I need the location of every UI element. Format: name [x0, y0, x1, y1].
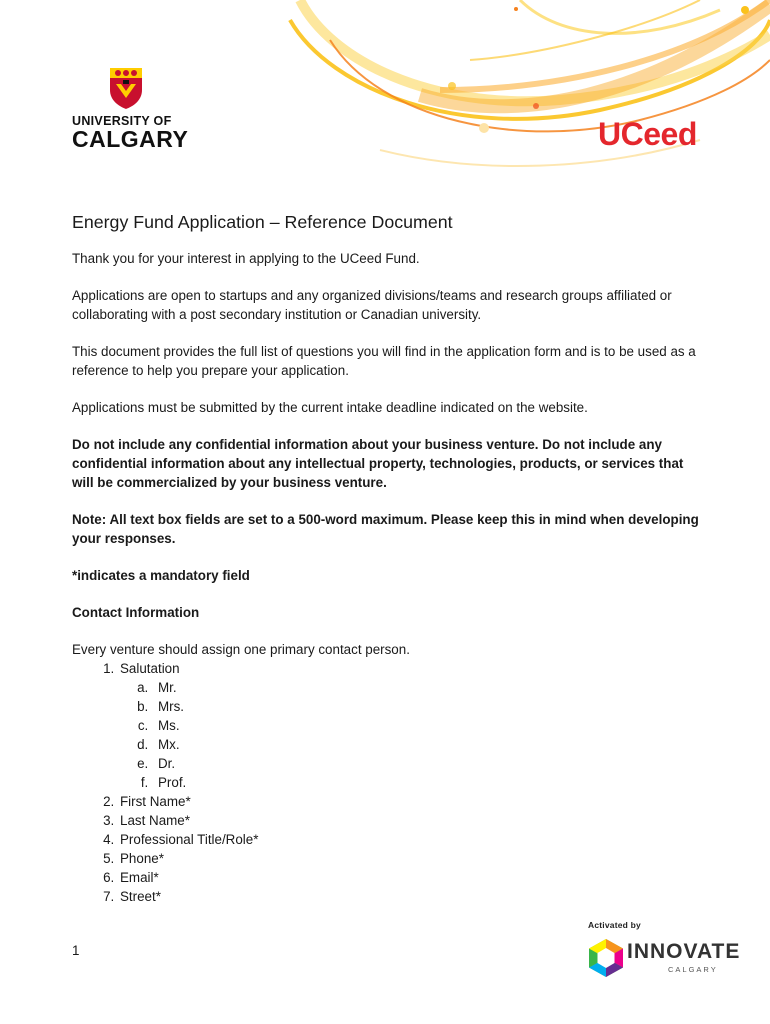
- section-intro: Every venture should assign one primary contact person.: [72, 642, 410, 657]
- list-item: c. Ms.: [152, 716, 704, 735]
- list-item: d. Mx.: [152, 735, 704, 754]
- list-item: e. Dr.: [152, 754, 704, 773]
- document-body: [72, 210, 704, 906]
- university-logo: [72, 66, 192, 150]
- intro-paragraph: Thank you for your interest in applying to the UCeed Fund.: [72, 251, 420, 266]
- list-item-label: Salutation: [120, 661, 180, 676]
- hexagon-logo-icon: [586, 938, 626, 978]
- university-name-line2: CALGARY: [72, 126, 189, 152]
- list-item: 2. First Name*: [118, 792, 704, 811]
- innovate-calgary-logo: [586, 920, 741, 984]
- list-item: 4. Professional Title/Role*: [118, 830, 704, 849]
- salutation-options-list: [120, 678, 704, 792]
- contact-field-list: [72, 659, 704, 906]
- eligibility-paragraph: Applications are open to startups and any organized divisions/teams and research groups affiliated or collaborating with a post secondary institution or Canadian university.: [72, 288, 672, 322]
- list-item: f. Prof.: [152, 773, 704, 792]
- list-item: a. Mr.: [152, 678, 704, 697]
- university-name-line1: UNIVERSITY OF: [72, 114, 172, 128]
- uceed-brand-logo: UCeed: [598, 116, 697, 152]
- page-number: 1: [72, 943, 80, 958]
- activated-by-label: Activated by: [588, 920, 641, 930]
- list-item: 7. Street*: [118, 887, 704, 906]
- list-item: 5. Phone*: [118, 849, 704, 868]
- purpose-paragraph: This document provides the full list of questions you will find in the application form and is to be used as a reference to help you prepare your application.: [72, 344, 696, 378]
- list-item: 6. Email*: [118, 868, 704, 887]
- calgary-wordmark: CALGARY: [668, 965, 718, 974]
- section-heading: Contact Information: [72, 605, 200, 620]
- list-item: 3. Last Name*: [118, 811, 704, 830]
- deadline-paragraph: Applications must be submitted by the current intake deadline indicated on the website.: [72, 400, 588, 415]
- list-item: [118, 659, 704, 792]
- confidential-notice: Do not include any confidential information about your business venture. Do not include any confidential information about any intellectual property, technologies, products, or services that will be commercialized by your business venture.: [72, 437, 684, 490]
- crest-icon: [108, 66, 144, 110]
- list-item: b. Mrs.: [152, 697, 704, 716]
- document-title: Energy Fund Application – Reference Document: [72, 212, 453, 232]
- mandatory-field-note: *indicates a mandatory field: [72, 568, 250, 583]
- word-limit-note: Note: All text box fields are set to a 500-word maximum. Please keep this in mind when developing your responses.: [72, 512, 699, 546]
- innovate-wordmark: INNOVATE: [627, 940, 741, 963]
